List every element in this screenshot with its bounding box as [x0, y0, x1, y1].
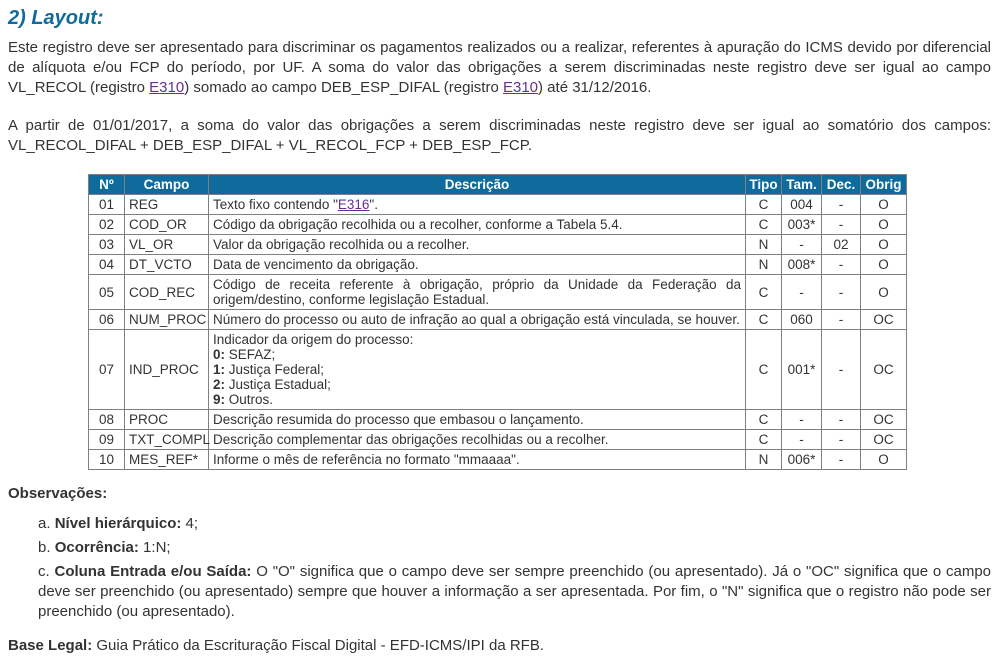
cell-num: 08 [89, 410, 125, 430]
cell-num: 09 [89, 430, 125, 450]
observation-text: 4; [181, 515, 199, 532]
cell-tam: - [782, 410, 822, 430]
cell-tipo: C [746, 310, 782, 330]
option-value: Justiça Estadual; [225, 377, 331, 392]
cell-obrig: OC [861, 330, 907, 410]
registro-e310-link-1[interactable]: E310 [149, 79, 185, 96]
cell-dec: - [822, 195, 861, 215]
option-key: 9: [213, 392, 226, 407]
cell-campo: IND_PROC [125, 330, 209, 410]
cell-tipo: C [746, 410, 782, 430]
observation-item [38, 538, 991, 558]
cell-descricao [209, 195, 746, 215]
cell-num: 01 [89, 195, 125, 215]
base-legal-text: Guia Prático da Escrituração Fiscal Digital - EFD-ICMS/IPI da RFB. [92, 637, 544, 654]
intro-text-3: ) até 31/12/2016. [538, 79, 652, 96]
cell-tipo: N [746, 235, 782, 255]
cell-obrig: OC [861, 410, 907, 430]
header-campo: Campo [125, 175, 209, 195]
header-tam: Tam. [782, 175, 822, 195]
cell-num: 10 [89, 450, 125, 470]
cell-descricao: Número do processo ou auto de infração ao qual a obrigação está vinculada, se houver. [209, 310, 746, 330]
page-title: 2) Layout: [8, 7, 104, 29]
cell-dec: - [822, 275, 861, 310]
cell-descricao: Código da obrigação recolhida ou a recolher, conforme a Tabela 5.4. [209, 215, 746, 235]
layout-table [88, 174, 907, 470]
cell-campo: TXT_COMPL [125, 430, 209, 450]
option-value: Outros. [225, 392, 274, 407]
registro-e316-link[interactable]: E316 [337, 197, 370, 212]
cell-obrig: OC [861, 430, 907, 450]
header-dec: Dec. [822, 175, 861, 195]
table-row [89, 450, 907, 470]
cell-obrig: OC [861, 310, 907, 330]
desc-option [213, 392, 741, 407]
table-row [89, 235, 907, 255]
cell-campo: MES_REF* [125, 450, 209, 470]
table-header-row [89, 175, 907, 195]
cell-campo: COD_REC [125, 275, 209, 310]
cell-campo: PROC [125, 410, 209, 430]
base-legal [8, 636, 991, 656]
table-row [89, 195, 907, 215]
table-row [89, 430, 907, 450]
cell-campo: DT_VCTO [125, 255, 209, 275]
observations-list [8, 514, 991, 622]
cell-tam: - [782, 275, 822, 310]
table-row [89, 275, 907, 310]
cell-descricao: Descrição resumida do processo que embasou o lançamento. [209, 410, 746, 430]
cell-num: 04 [89, 255, 125, 275]
observation-text: 1:N; [138, 539, 171, 556]
intro-paragraph [8, 38, 991, 98]
cell-dec: - [822, 430, 861, 450]
cell-num: 07 [89, 330, 125, 410]
cell-descricao: Código de receita referente à obrigação, próprio da Unidade da Federação da origem/destino, conforme legislação Estadual. [209, 275, 746, 310]
cell-descricao [209, 330, 746, 410]
header-num: Nº [89, 175, 125, 195]
observation-label: Nível hierárquico: [54, 515, 182, 532]
cell-tam: - [782, 430, 822, 450]
cell-obrig: O [861, 195, 907, 215]
table-row [89, 310, 907, 330]
cell-campo: COD_OR [125, 215, 209, 235]
intro-text-2: ) somado ao campo DEB_ESP_DIFAL (registro [184, 79, 503, 96]
cell-tam: - [782, 235, 822, 255]
cell-dec: - [822, 330, 861, 410]
desc-text: ". [369, 197, 378, 212]
cell-obrig: O [861, 215, 907, 235]
cell-descricao: Valor da obrigação recolhida ou a recolher. [209, 235, 746, 255]
cell-tipo: C [746, 430, 782, 450]
table-row [89, 410, 907, 430]
cell-tam: 003* [782, 215, 822, 235]
header-descricao: Descrição [209, 175, 746, 195]
cell-dec: - [822, 410, 861, 430]
cell-dec: - [822, 255, 861, 275]
table-row [89, 255, 907, 275]
cell-num: 06 [89, 310, 125, 330]
cell-tipo: C [746, 215, 782, 235]
option-value: Justiça Federal; [225, 362, 325, 377]
cell-obrig: O [861, 450, 907, 470]
cell-campo: VL_OR [125, 235, 209, 255]
cell-num: 05 [89, 275, 125, 310]
base-legal-label: Base Legal: [8, 637, 93, 654]
option-value: SEFAZ; [225, 347, 276, 362]
cell-obrig: O [861, 255, 907, 275]
desc-option [213, 377, 741, 392]
desc-text: Texto fixo contendo " [213, 197, 338, 212]
header-obrig: Obrig [861, 175, 907, 195]
desc-option [213, 347, 741, 362]
cell-dec: - [822, 450, 861, 470]
cell-tam: 060 [782, 310, 822, 330]
desc-intro: Indicador da origem do processo: [213, 332, 414, 347]
observation-text: O "O" significa que o campo deve ser sempre preenchido (ou apresentado). Já o "OC" significa que o campo deve ser preenchido (ou apresentado) sempre que houver a informação a ser apresentada. Por fim, o "N" significa que o registro não pode ser preenchido (ou apresentado). [38, 563, 992, 620]
desc-option [213, 362, 741, 377]
cell-tam: 008* [782, 255, 822, 275]
cell-descricao: Data de vencimento da obrigação. [209, 255, 746, 275]
table-row [89, 215, 907, 235]
second-paragraph: A partir de 01/01/2017, a soma do valor das obrigações a serem discriminadas neste registro deve ser igual ao somatório dos campos: VL_RECOL_DIFAL + DEB_ESP_DIFAL + VL_RECOL_FCP + DEB_ESP_FCP. [8, 117, 991, 154]
option-key: 0: [213, 347, 226, 362]
cell-campo: NUM_PROC [125, 310, 209, 330]
cell-num: 02 [89, 215, 125, 235]
intro-text-1: Este registro deve ser apresentado para discriminar os pagamentos realizados ou a realizar, referentes à apuração do ICMS devido por diferencial de alíquota e/ou FCP do período, por UF. A soma do valor das obrigações a serem discriminadas neste registro deve ser igual ao campo VL_RECOL (registro [8, 39, 991, 96]
cell-dec: - [822, 310, 861, 330]
cell-tipo: N [746, 255, 782, 275]
observation-label: Ocorrência: [54, 539, 139, 556]
cell-descricao: Descrição complementar das obrigações recolhidas ou a recolher. [209, 430, 746, 450]
cell-tam: 001* [782, 330, 822, 410]
option-key: 2: [213, 377, 226, 392]
cell-tipo: C [746, 195, 782, 215]
cell-tam: 006* [782, 450, 822, 470]
cell-tam: 004 [782, 195, 822, 215]
cell-tipo: C [746, 275, 782, 310]
table-row [89, 330, 907, 410]
cell-tipo: N [746, 450, 782, 470]
cell-obrig: O [861, 275, 907, 310]
cell-descricao: Informe o mês de referência no formato "mmaaaa". [209, 450, 746, 470]
cell-tipo: C [746, 330, 782, 410]
header-tipo: Tipo [746, 175, 782, 195]
observation-label: Coluna Entrada e/ou Saída: [54, 563, 252, 580]
cell-dec: 02 [822, 235, 861, 255]
registro-e310-link-2[interactable]: E310 [502, 79, 539, 96]
cell-dec: - [822, 215, 861, 235]
observation-item [38, 514, 991, 534]
observations-heading: Observações: [8, 485, 108, 502]
option-key: 1: [213, 362, 226, 377]
observation-item [38, 562, 991, 622]
cell-num: 03 [89, 235, 125, 255]
cell-campo: REG [125, 195, 209, 215]
cell-obrig: O [861, 235, 907, 255]
